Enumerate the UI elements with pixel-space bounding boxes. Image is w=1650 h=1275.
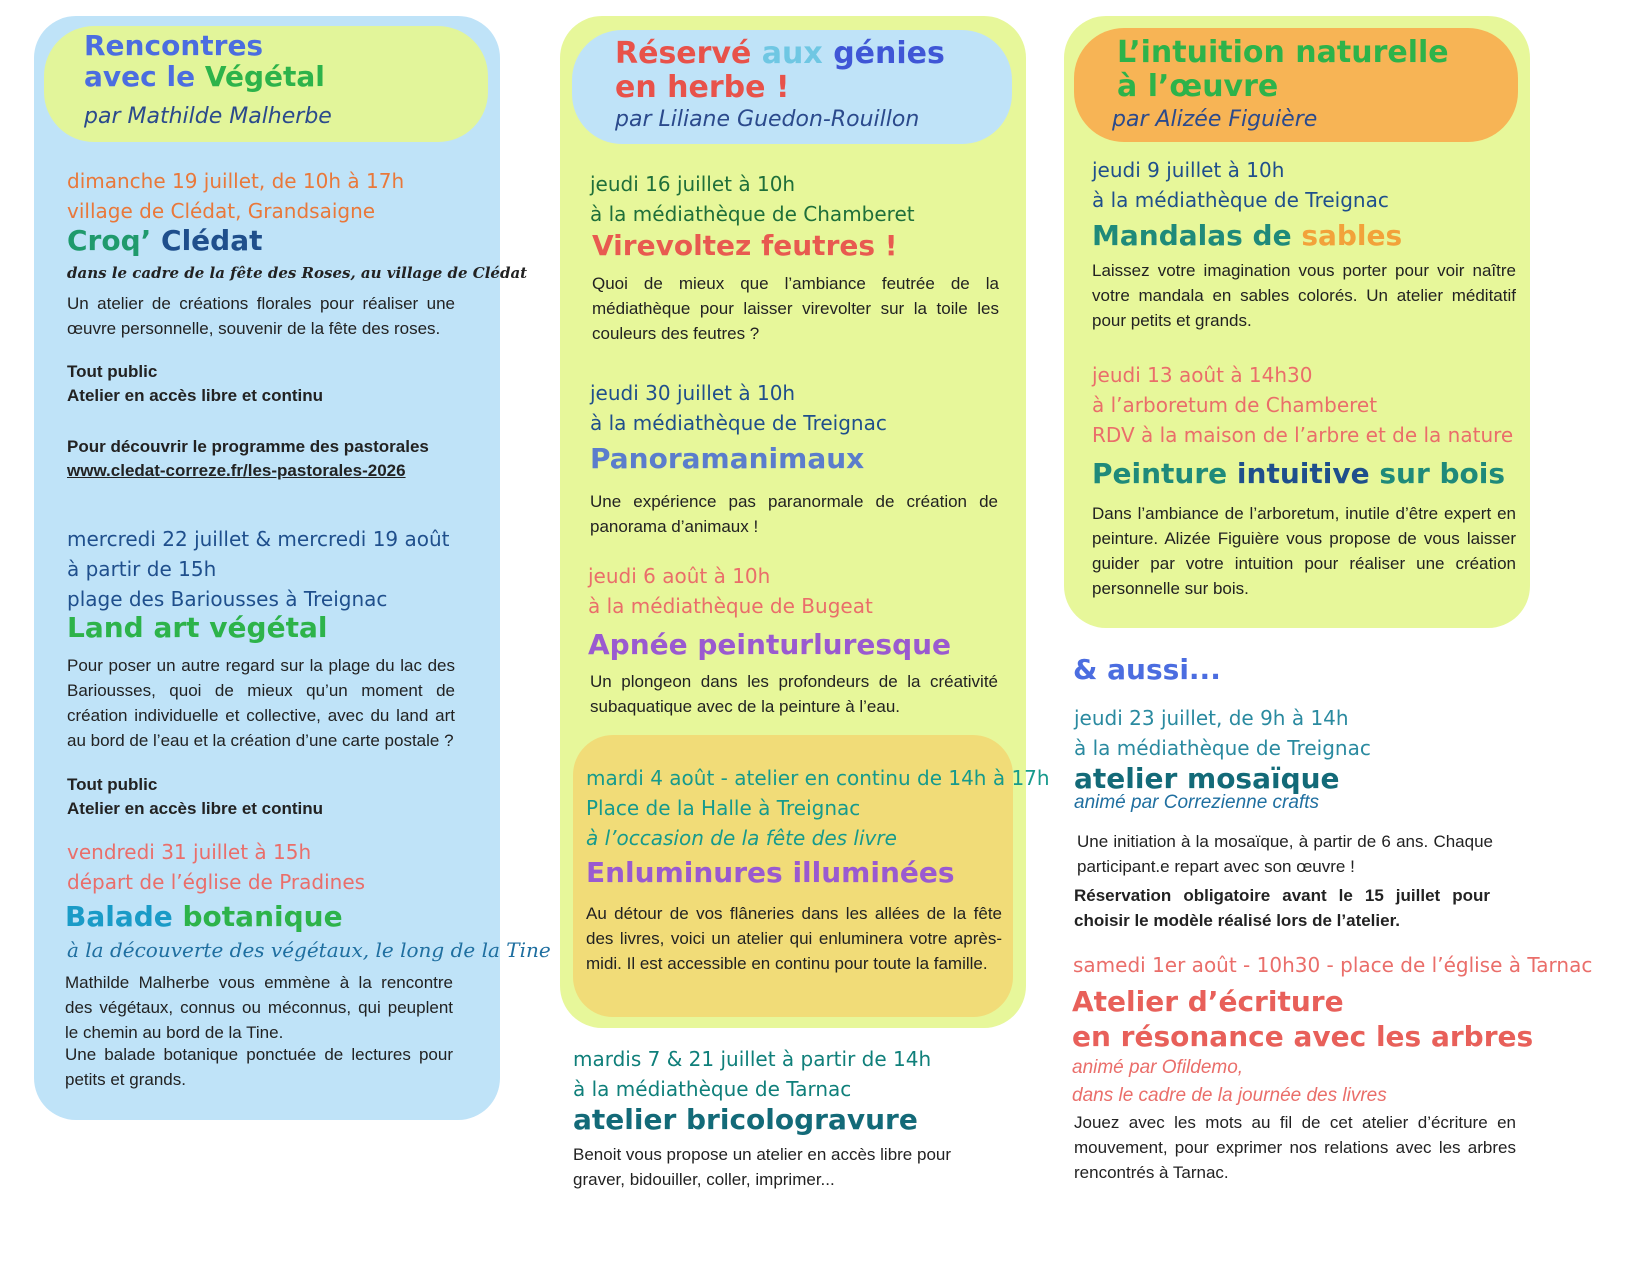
event-date: jeudi 6 août à 10h	[588, 564, 771, 588]
event-place: village de Clédat, Grandsaigne	[67, 199, 376, 223]
event-panoramanimaux-title: Panoramanimaux	[590, 442, 865, 475]
event-animator: animé par Ofildemo, dans le cadre de la journée des livres	[1072, 1057, 1387, 1106]
event-ecriture-when	[1073, 950, 1592, 980]
title-line-1: L’intuition naturelle	[1117, 35, 1449, 70]
event-date: jeudi 13 août à 14h30	[1092, 363, 1313, 387]
event-bricologravure-when	[573, 1044, 931, 1104]
column-intuition-title	[1117, 36, 1449, 103]
event-ecriture-title: Atelier d’écriture en résonance avec les arbres	[1072, 985, 1534, 1053]
event-date: jeudi 16 juillet à 10h	[590, 172, 796, 196]
event-context: dans le cadre de la fête des Roses, au village de Clédat	[67, 264, 528, 282]
event-land-art-when	[67, 524, 450, 614]
event-date: samedi 1er août - 10h30 - place de l’église à Tarnac	[1073, 953, 1593, 977]
event-apnee-when	[588, 561, 873, 621]
event-description-2: Une balade botanique ponctuée de lectures pour petits et grands.	[65, 1045, 453, 1089]
event-description: Dans l’ambiance de l’arboretum, inutile d’être expert en peinture. Alizée Figuière vous propose de vous laisser guider par votre intuition pour réaliser une création personnelle sur bois.	[1092, 504, 1516, 598]
column-genies-title	[615, 37, 945, 104]
event-place: plage des Bariousses à Treignac	[67, 587, 388, 611]
column-intuition-author: par Alizée Figuière	[1112, 107, 1318, 132]
event-description: Une expérience pas paranormale de création de panorama d’animaux !	[590, 492, 998, 536]
event-description: Un plongeon dans les profondeurs de la créativité subaquatique avec de la peinture à l’eau.	[590, 672, 998, 716]
event-description: Quoi de mieux que l’ambiance feutrée de la médiathèque pour laisser virevolter sur la toile les couleurs des feutres ?	[592, 274, 999, 343]
event-date: mercredi 22 juillet & mercredi 19 août	[67, 527, 450, 551]
event-panoramanimaux-when	[590, 378, 887, 438]
column-vegetal-author: par Mathilde Malherbe	[84, 104, 332, 129]
event-description: Pour poser un autre regard sur la plage du lac des Bariousses, quoi de mieux qu’un moment de création individuelle et collective, avec du land art au bord de l’eau et la création d’une carte postale ?	[67, 656, 455, 750]
event-subtitle: à la découverte des végétaux, le long de la Tine	[67, 938, 551, 962]
event-place: à l’arboretum de Chamberet	[1092, 393, 1378, 417]
event-meeting: RDV à la maison de l’arbre et de la nature	[1092, 423, 1514, 447]
event-animator: animé par Correzienne crafts	[1074, 792, 1319, 813]
title-line-1: Réservé aux génies	[615, 36, 945, 71]
event-virevoltez-when	[590, 169, 915, 229]
event-description: Laissez votre imagination vous porter pour voir naître votre mandala en sables colorés. Un atelier méditatif pour petits et grands.	[1092, 261, 1516, 330]
event-description: Mathilde Malherbe vous emmène à la rencontre des végétaux, connus ou méconnus, qui peuplent le chemin au bord de la Tine.	[65, 973, 453, 1042]
event-place: à la médiathèque de Bugeat	[588, 594, 873, 618]
title-line-1: Rencontres	[84, 29, 264, 62]
event-mandalas-when	[1092, 155, 1389, 215]
event-croq-cledat-title: Croq’ Clédat	[67, 224, 263, 257]
event-balade-when	[67, 837, 365, 897]
column-vegetal-title	[84, 30, 325, 93]
event-place: à la médiathèque de Treignac	[1092, 188, 1389, 212]
event-time: à partir de 15h	[67, 557, 217, 581]
event-date: jeudi 30 juillet à 10h	[590, 381, 796, 405]
event-place: à la médiathèque de Treignac	[1074, 736, 1371, 760]
event-date: jeudi 9 juillet à 10h	[1092, 158, 1285, 182]
event-place: Place de la Halle à Treignac	[586, 796, 861, 820]
event-date: mardis 7 & 21 juillet à partir de 14h	[573, 1047, 932, 1071]
title-line-2: à l’œuvre	[1117, 68, 1279, 104]
program-link[interactable]: www.cledat-correze.fr/les-pastorales-2026	[67, 461, 406, 480]
event-place: à la médiathèque de Treignac	[590, 411, 887, 435]
event-balade-title: Balade botanique	[65, 900, 343, 933]
event-public: Tout public	[67, 362, 158, 381]
title-line-2: en herbe !	[615, 69, 790, 105]
event-date: dimanche 19 juillet, de 10h à 17h	[67, 169, 405, 193]
event-enluminures-when	[586, 763, 1050, 853]
event-place: à la médiathèque de Tarnac	[573, 1077, 852, 1101]
event-date: mardi 4 août - atelier en continu de 14h à 17h	[586, 766, 1050, 790]
event-date: vendredi 31 juillet à 15h	[67, 840, 312, 864]
event-reservation: Réservation obligatoire avant le 15 juillet pour choisir le modèle réalisé lors de l’atelier.	[1074, 886, 1490, 930]
event-context: à l’occasion de la fête des livre	[586, 826, 897, 850]
event-peinture-when	[1092, 360, 1513, 450]
event-land-art-title: Land art végétal	[67, 611, 328, 644]
event-description: Jouez avec les mots au fil de cet atelier d’écriture en mouvement, pour exprimer nos relations avec les arbres rencontrés à Tarnac.	[1074, 1113, 1516, 1182]
event-apnee-title: Apnée peinturluresque	[588, 628, 952, 661]
event-enluminures-title: Enluminures illuminées	[586, 856, 955, 889]
title-line-2: avec le Végétal	[84, 60, 325, 94]
event-description: Une initiation à la mosaïque, à partir de 6 ans. Chaque participant.e repart avec son œuvre !	[1077, 832, 1493, 876]
event-description: Un atelier de créations florales pour réaliser une œuvre personnelle, souvenir de la fête des roses.	[67, 294, 455, 338]
event-access: Atelier en accès libre et continu	[67, 386, 324, 405]
also-heading: & aussi...	[1073, 653, 1221, 686]
event-description: Benoit vous propose un atelier en accès libre pour graver, bidouiller, coller, imprimer...	[573, 1145, 952, 1189]
program-info: Pour découvrir le programme des pastorales	[67, 437, 429, 456]
event-place: départ de l’église de Pradines	[67, 870, 366, 894]
event-mandalas-title: Mandalas de sables	[1092, 219, 1403, 252]
event-public: Tout public	[67, 775, 158, 794]
event-mosaique-when	[1074, 703, 1371, 763]
event-place: à la médiathèque de Chamberet	[590, 202, 915, 226]
event-access: Atelier en accès libre et continu	[67, 799, 324, 818]
event-mosaique-title: atelier mosaïque	[1074, 762, 1340, 795]
column-genies-author: par Liliane Guedon-Rouillon	[615, 107, 920, 132]
event-virevoltez-title: Virevoltez feutres !	[592, 229, 898, 262]
event-date: jeudi 23 juillet, de 9h à 14h	[1074, 706, 1349, 730]
event-croq-cledat-when	[67, 166, 404, 226]
event-description: Au détour de vos flâneries dans les allées de la fête des livres, voici un atelier qui enluminera votre après-midi. Il est accessible en continu pour toute la famille.	[586, 904, 1002, 973]
event-peinture-title: Peinture intuitive sur bois	[1092, 457, 1506, 490]
event-bricologravure-title: atelier bricologravure	[573, 1103, 918, 1136]
